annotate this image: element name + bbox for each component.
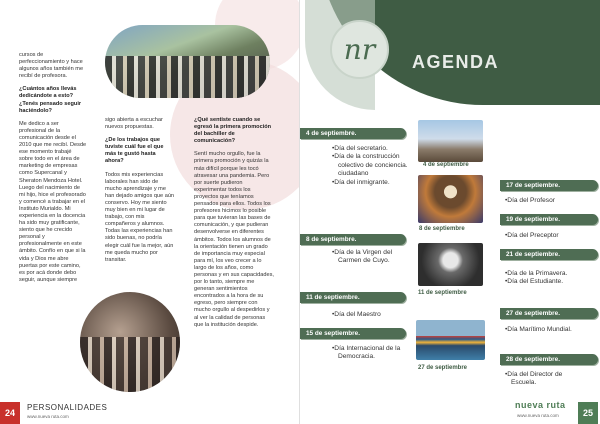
photo-caption: 11 de septiembre (418, 290, 467, 296)
date-label-28-sep: 28 de septiembre. (500, 354, 598, 365)
date-label-4-sep: 4 de septiembre. (300, 128, 406, 139)
brand-name: nueva ruta (515, 400, 566, 410)
agenda-title: AGENDA (412, 52, 500, 72)
event-item: •Día del Profesor (505, 197, 555, 204)
interview-question: ¿Cuántos años llevás dedicándote a esto? ¿Tenés pensado seguir haciéndolo? (19, 86, 82, 114)
date-label-17-sep: 17 de septiembre. (500, 180, 598, 191)
website-url: www.nueva ruta.com (517, 413, 559, 418)
interview-column-3 (194, 117, 274, 335)
section-title: PERSONALIDADES (27, 403, 108, 412)
photo-4-sep (418, 120, 483, 162)
interview-question: ¿De los trabajos que tuviste cuál fue el que más te gustó hasta ahora? (105, 137, 164, 165)
paragraph: sigo abierta a escuchar nuevos propuestas. (105, 117, 163, 131)
event-item: •Día Marítimo Mundial. (505, 326, 572, 333)
date-label-27-sep: 27 de septiembre. (500, 308, 598, 319)
photo-caption: 27 de septiembre (418, 365, 468, 371)
date-label-21-sep: 21 de septiembre. (500, 249, 598, 260)
right-page (300, 0, 600, 424)
event-item: •Día del Maestro (332, 311, 381, 318)
page-number: 25 (578, 402, 598, 424)
interview-question: ¿Qué sentiste cuando se egresó la primera promoción del bachiller de comunicación? (194, 117, 272, 145)
page-number: 24 (0, 402, 20, 424)
group-photo-students (105, 25, 270, 98)
event-item: •Día de la Primavera. •Día del Estudiante. (505, 270, 568, 286)
event-item: •Día de la Virgen del Carmen de Cuyo. (332, 249, 393, 265)
photo-sarmiento-portrait (418, 243, 483, 286)
event-item: •Día del Director de Escuela. (505, 371, 563, 387)
nueva-ruta-logo: nr (330, 20, 389, 79)
date-label-19-sep: 19 de septiembre. (500, 214, 598, 225)
photo-virgin-carmen (418, 175, 483, 223)
website-url: www.nueva ruta.com (27, 414, 69, 419)
circular-photo-class (80, 292, 180, 392)
date-label-8-sep: 8 de septiembre. (300, 234, 406, 245)
date-label-15-sep: 15 de septiembre. (300, 328, 406, 339)
event-item: •Día del secretario. •Día de la construcción colectivo de conciencia. ciudadano •Día del inmigrante. (332, 145, 408, 186)
interview-column-1 (19, 52, 87, 290)
interview-answer: Todos mis experiencias laborales han sido de mucho aprendizaje y me han dejado amigos que aún conservo. Hoy me siento muy bien en mi lugar de trabajo, con mis compañeros y alumnos. Todas las experiencias han sido buenas, no podría elegir cuál fue la mejor, aún me queda mucho por transitar. (105, 171, 175, 263)
interview-column-2 (105, 117, 175, 270)
photo-caption: 8 de septiembre (419, 226, 465, 232)
interview-answer: Me dedico a ser profesional de la comunicación desde el 2010 que me recibí. Desde ese momento trabajé sobre todo en el área de marketing de empresas como Supercanal y Sheraton Mendoza Hotel. Luego del nacimiento de mi hijo, hice el profesorado y comencé a trabajar en el Instituto Murialdo. Mi experiencia en la docencia ha sido muy gratificante, siento que he crecido personal y profesionalmente en este ámbito. Confío en que si la vida y Dios me abre puertas por este camino, es por acá donde debo seguir, aunque siempre (19, 120, 87, 283)
paragraph: cursos de perfeccionamiento y hace algunos años también me recibí de profesora. (19, 52, 84, 80)
date-label-11-sep: 11 de septiembre. (300, 292, 406, 303)
interview-answer: Sentí mucho orgullo, fue la primera promoción y quizás la más difícil porque les tocó atravesar una pandemia. Pero por suerte pudieron experimentar todos los proyectos que teníamos pensados para ellos. Todos los profesores hicimos lo posible para que tuvieran las bases de comunicación, y que pudieran desenvolverse en diferentes ámbitos. Todos los alumnos de la orientación tienen un grado de importancia muy especial para mí, los veo crecer a lo largo de los años, como personas y en sus capacidades, por lo tanto, siempre me generan sentimientos encontrados a la hora de su egreso, pero siempre con mucho orgullo al despedirlos y al ver la calidad de personas que la institución despide. (194, 151, 274, 328)
event-item: •Día del Preceptor (505, 232, 559, 239)
photo-cargo-ship (416, 320, 485, 360)
photo-caption: 4 de septiembre (423, 162, 469, 168)
event-item: •Día Internacional de la Democracia. (332, 345, 401, 361)
